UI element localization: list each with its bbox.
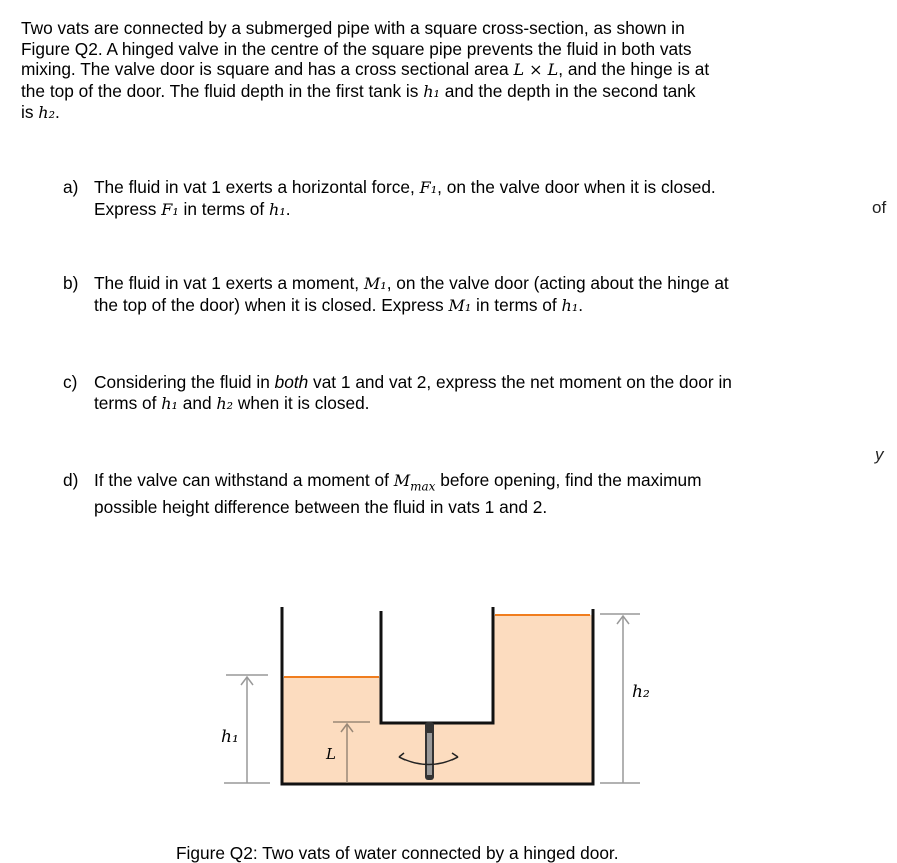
question-label: a) [63,177,79,197]
text: The fluid in vat 1 exerts a moment, [94,273,364,293]
text: and [177,392,217,413]
figure-caption: Figure Q2: Two vats of water connected by a hinged door. [176,843,619,863]
text: is [21,102,39,122]
math-subscript: max [410,479,436,494]
hinged-valve-door [425,722,434,780]
text: , on the valve door (acting about the hinge at [386,273,729,293]
text: in terms of [178,198,270,219]
math: h₁ [561,295,579,315]
math: F₁ [161,199,179,219]
text: . [55,102,60,122]
math: h₁ [423,81,440,101]
math: M₁ [448,295,472,315]
text: . [578,294,584,315]
text: before opening, find the maximum [435,470,702,490]
text: mixing. The valve door is square and has a cross sectional area [21,59,514,79]
text: the top of the door. The fluid depth in the first tank is [21,80,424,101]
question-label: c) [63,372,78,392]
math: M [393,471,411,490]
text: possible height difference between the fluid in vats 1 and 2. [94,496,548,517]
label-h1: h₁ [221,727,239,747]
text: The fluid in vat 1 exerts a horizontal force, [94,177,420,197]
math: h₁ [269,199,286,219]
text: when it is closed. [233,392,370,413]
emphasis: both [274,372,309,392]
text: Considering the fluid in [94,372,275,392]
cropped-text-fragment: of [872,198,887,217]
intro-line: Two vats are connected by a submerged pipe with a square cross-section, as shown in [21,18,685,38]
text: terms of [94,392,162,413]
question-label: d) [63,470,79,490]
text: . [285,198,291,219]
text: , and the hinge is at [558,59,710,79]
text: vat 1 and vat 2, express the net moment on the door in [308,372,732,392]
text: , on the valve door when it is closed. [437,177,716,197]
math: h₂ [216,393,234,413]
intro-line: Figure Q2. A hinged valve in the centre of the square pipe prevents the fluid in both vats [21,38,692,59]
cropped-text-fragment: y [875,445,884,464]
text: in terms of [471,294,562,315]
math: L × L [513,60,559,79]
math: h₁ [161,393,178,413]
text: the top of the door) when it is closed. Express [94,294,449,315]
text: Express [94,198,162,219]
text: If the valve can withstand a moment of [94,470,394,490]
math: F₁ [419,178,438,197]
math: h₂ [38,103,55,122]
text: and the depth in the second tank [439,80,696,101]
label-L: L [326,745,336,763]
label-h2: h₂ [632,682,650,702]
question-label: b) [63,273,79,293]
math: M₁ [363,274,387,293]
